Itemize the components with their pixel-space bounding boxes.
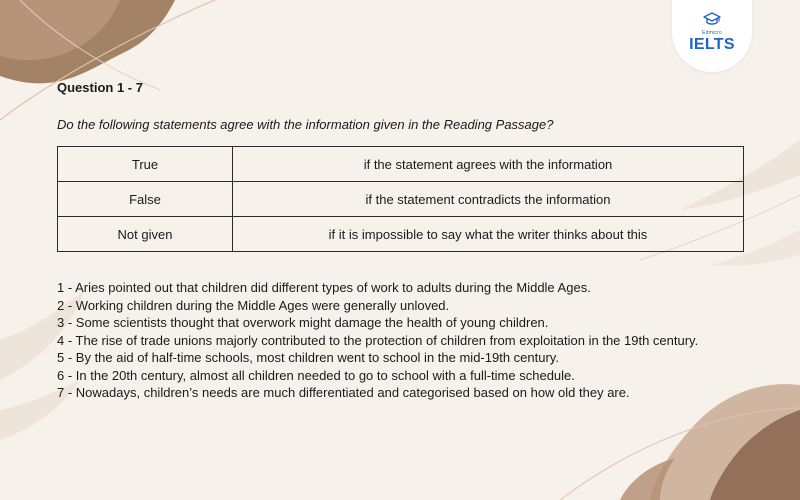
statement-item: 4 - The rise of trade unions majorly contributed to the protection of children from exploitation in the 19th century. [57, 332, 699, 348]
edmicro-ielts-logo [672, 0, 752, 72]
statement-item: 3 - Some scientists thought that overwork might damage the health of young children. [57, 315, 549, 330]
table-row [58, 217, 744, 252]
statement-item: 7 - Nowadays, children’s needs are much differentiated and categorised based on how old they are. [57, 385, 630, 400]
logo-title: IELTS [689, 36, 735, 53]
statement-item: 5 - By the aid of half-time schools, most children went to school in the mid-19th century. [57, 350, 559, 365]
statement-item: 6 - In the 20th century, almost all children needed to go to school with a full-time schedule. [57, 367, 575, 383]
question-title: Question 1 - 7 [57, 80, 143, 95]
table-row [58, 182, 744, 217]
meaning-cell: if the statement contradicts the information [233, 182, 744, 217]
logo-subtitle: Edmicro [702, 30, 722, 36]
table-row [58, 147, 744, 182]
meaning-cell: if it is impossible to say what the writer thinks about this [233, 217, 744, 252]
meaning-cell: if the statement agrees with the information [233, 147, 744, 182]
statement-item: 1 - Aries pointed out that children did different types of work to adults during the Middle Ages. [57, 280, 591, 295]
statement-item: 2 - Working children during the Middle Ages were generally unloved. [57, 297, 450, 313]
graduation-cap-icon [703, 11, 721, 27]
option-cell: Not given [58, 217, 233, 252]
answer-key-table [57, 146, 744, 252]
instruction-text: Do the following statements agree with the information given in the Reading Passage? [57, 117, 554, 132]
option-cell: True [58, 147, 233, 182]
statement-list [57, 279, 747, 402]
option-cell: False [58, 182, 233, 217]
